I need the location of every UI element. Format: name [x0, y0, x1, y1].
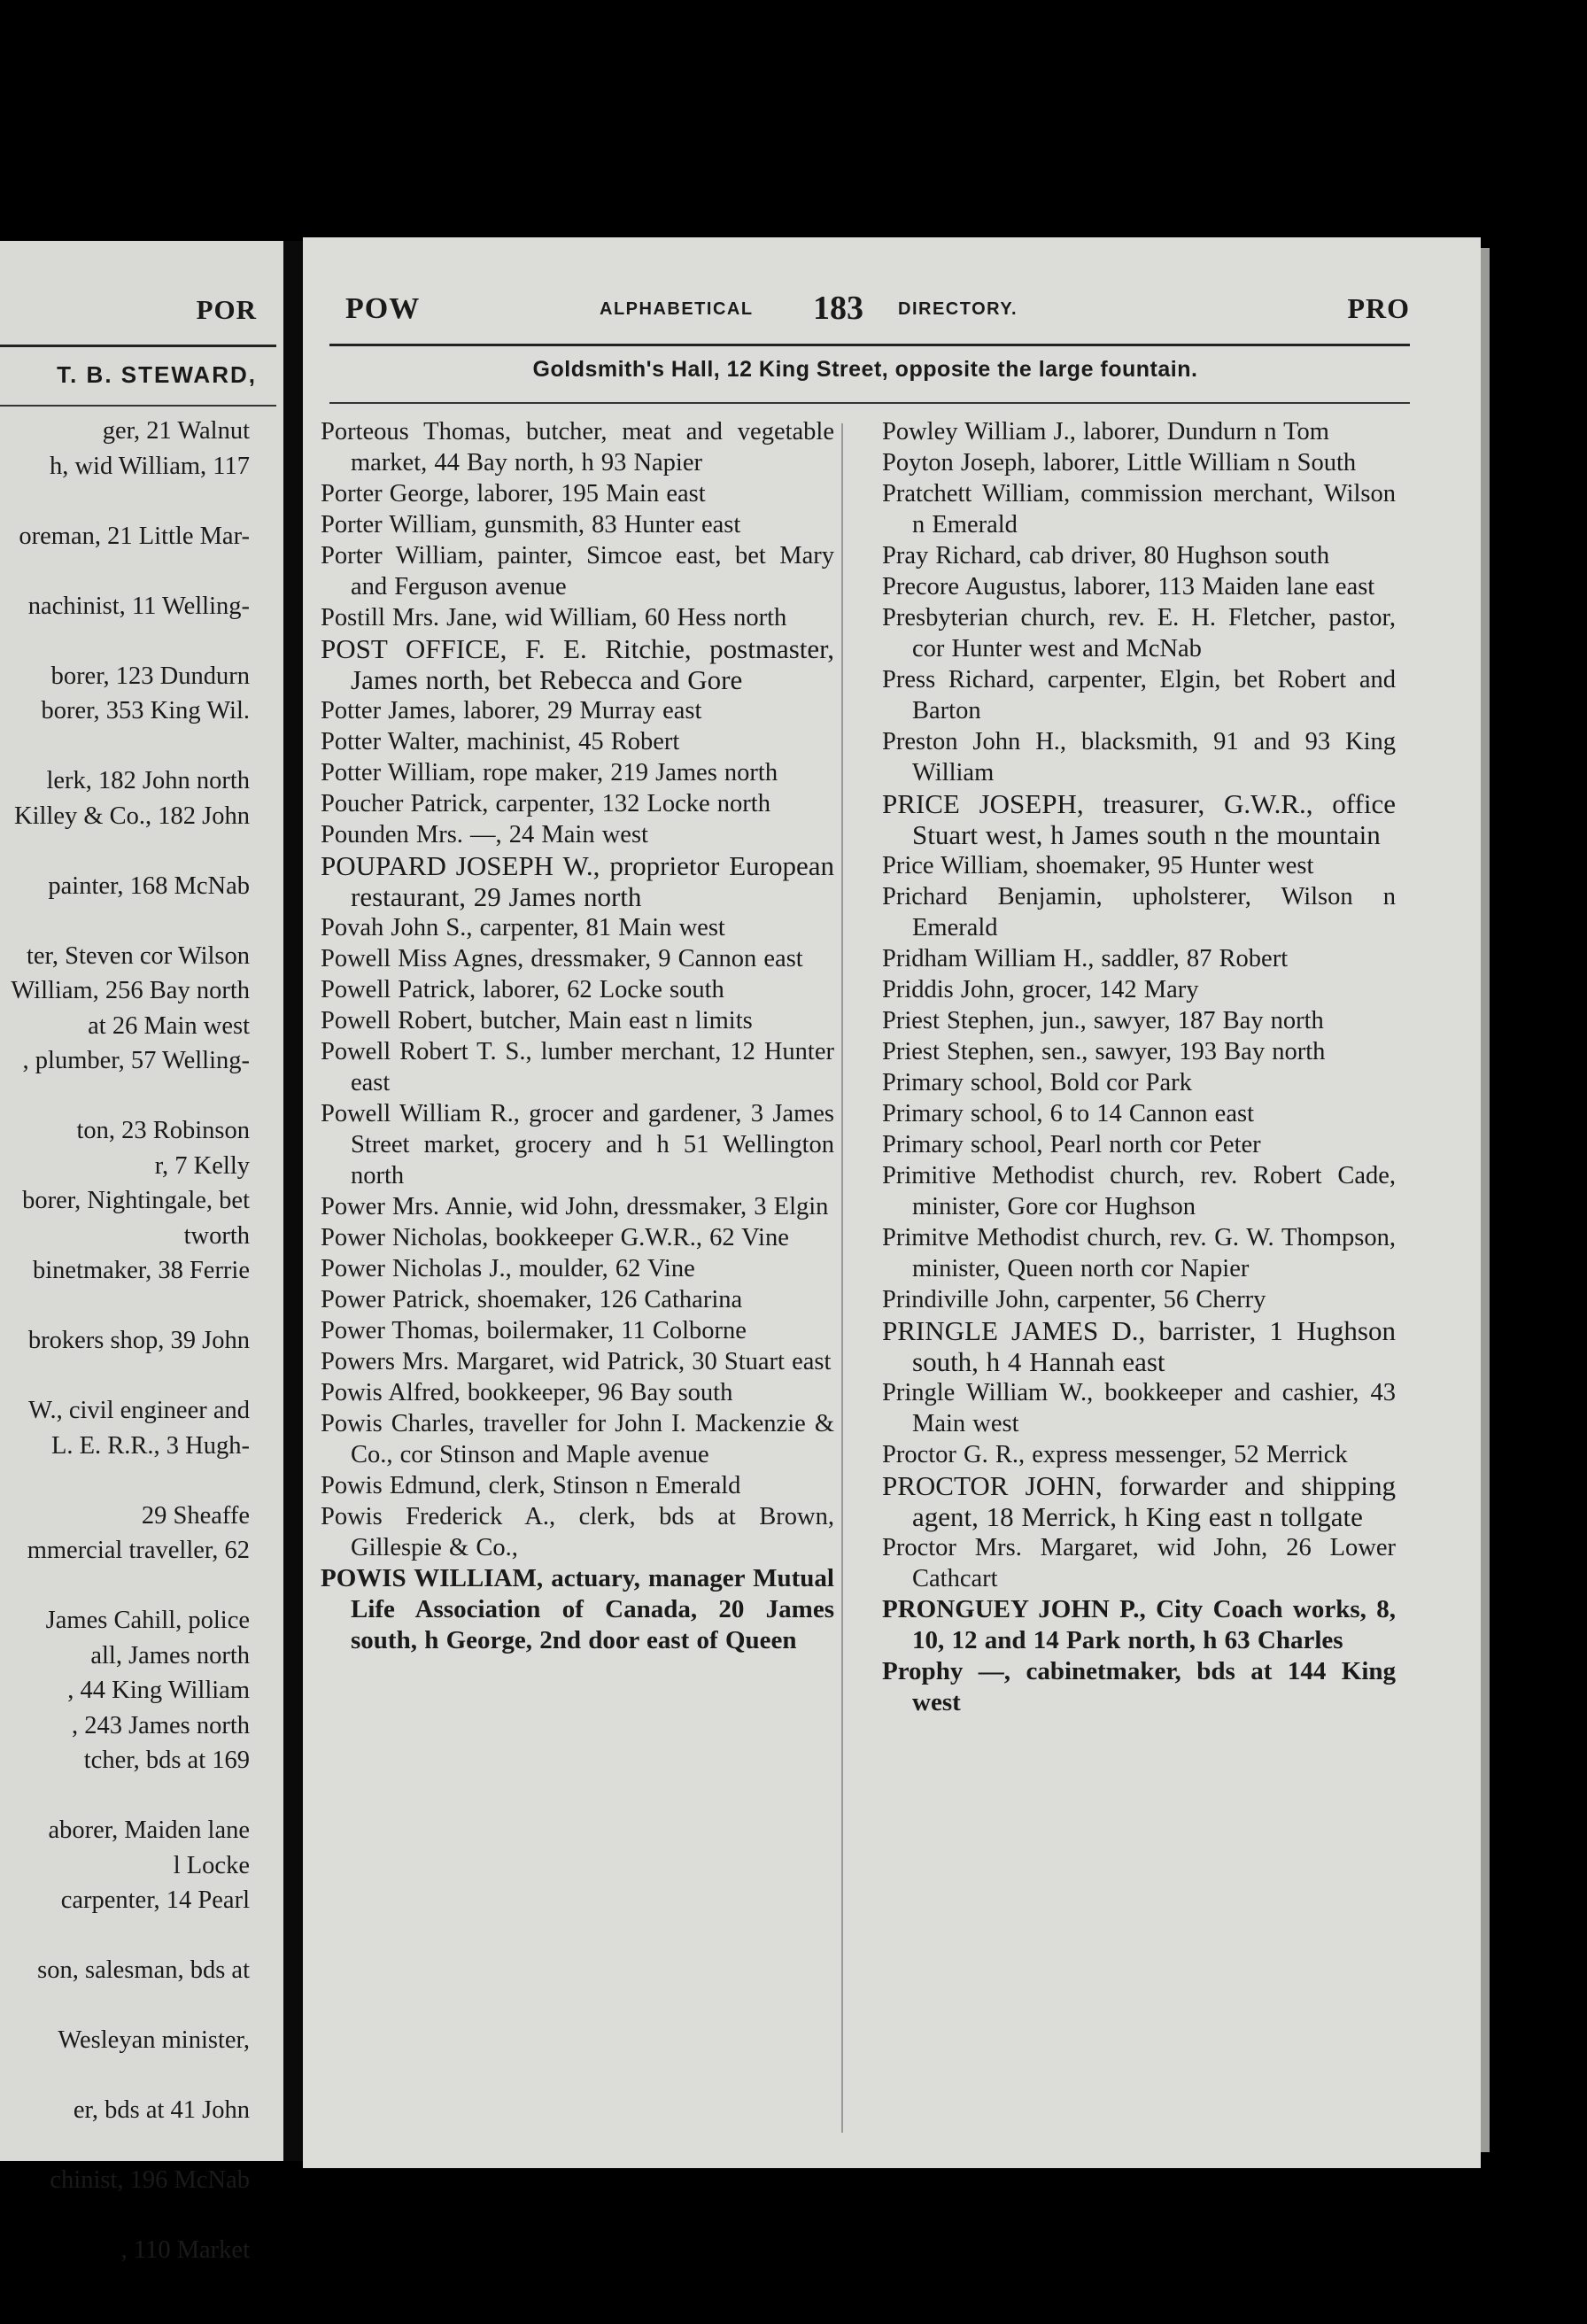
header-rule	[329, 344, 1410, 346]
left-page-line: brokers shop, 39 John	[27, 1327, 250, 1354]
directory-entry: Pringle William W., bookkeeper and cashier, 43 Main west	[882, 1379, 1396, 1437]
directory-entry: Pridham William H., saddler, 87 Robert	[882, 945, 1289, 972]
directory-entry: Powis Edmund, clerk, Stinson n Emerald	[321, 1472, 741, 1499]
left-page-line: lerk, 182 John north	[46, 767, 250, 794]
directory-entry: Pratchett William, commission merchant, Wilson n Emerald	[882, 480, 1396, 538]
left-page-line: , plumber, 57 Welling-	[22, 1047, 250, 1074]
directory-entry: Power Patrick, shoemaker, 126 Catharina	[321, 1286, 743, 1313]
directory-entry: Primary school, Pearl north cor Peter	[882, 1131, 1261, 1158]
left-page-line: aborer, Maiden lane	[48, 1817, 250, 1844]
directory-entry: Potter Walter, machinist, 45 Robert	[321, 728, 680, 755]
directory-entry: PRICE JOSEPH, treasurer, G.W.R., office Stuart west, h James south n the mountain	[882, 788, 1396, 850]
directory-entry: Potter William, rope maker, 219 James north	[321, 759, 778, 786]
left-page-line: binetmaker, 38 Ferrie	[33, 1257, 250, 1284]
left-page-line: tworth	[183, 1221, 250, 1250]
left-page-fragment	[0, 241, 283, 2264]
left-page-line: chinist, 196 McNab	[50, 2166, 250, 2194]
directory-entry: Proctor Mrs. Margaret, wid John, 26 Lower Cathcart	[882, 1534, 1396, 1592]
directory-entry: Porter William, gunsmith, 83 Hunter east	[321, 511, 741, 538]
directory-entry: Primitive Methodist church, rev. Robert Cade, minister, Gore cor Hughson	[882, 1162, 1396, 1220]
directory-entry: POST OFFICE, F. E. Ritchie, postmaster, James north, bet Rebecca and Gore	[321, 633, 834, 695]
directory-entry: Precore Augustus, laborer, 113 Maiden lane east	[882, 573, 1375, 600]
left-page-line: Wesleyan minister,	[58, 2026, 250, 2054]
directory-entry: Powis Frederick A., clerk, bds at Brown, Gillespie & Co.,	[321, 1503, 834, 1561]
left-page-line: at 26 Main west	[88, 1011, 250, 1040]
header-right-guide-word: PRO	[1347, 292, 1410, 324]
directory-entry: Powell Patrick, laborer, 62 Locke south	[321, 976, 724, 1003]
left-page-rule	[0, 345, 276, 347]
directory-entry: Primary school, 6 to 14 Cannon east	[882, 1100, 1254, 1127]
directory-page	[303, 237, 1481, 2168]
directory-entry: PRINGLE JAMES D., barrister, 1 Hughson south, h 4 Hannah east	[882, 1315, 1396, 1377]
book-gutter	[283, 241, 303, 2161]
directory-entry: Povah John S., carpenter, 81 Main west	[321, 914, 725, 941]
left-page-line: ton, 23 Robinson	[76, 1117, 250, 1144]
left-page-line: carpenter, 14 Pearl	[60, 1886, 250, 1914]
entries-column-left	[321, 416, 834, 1656]
left-page-line: L. E. R.R., 3 Hugh-	[50, 1431, 250, 1460]
directory-entry: PROCTOR JOHN, forwarder and shipping agent, 18 Merrick, h King east n tollgate	[882, 1470, 1396, 1532]
directory-entry: Powell Robert, butcher, Main east n limits	[321, 1007, 753, 1034]
directory-entry: Preston John H., blacksmith, 91 and 93 King William	[882, 728, 1396, 786]
directory-entry: POUPARD JOSEPH W., proprietor European restaurant, 29 James north	[321, 850, 834, 912]
directory-entry: Power Nicholas, bookkeeper G.W.R., 62 Vine	[321, 1224, 789, 1251]
left-page-line: W., civil engineer and	[28, 1397, 250, 1424]
left-page-line: tcher, bds at 169	[83, 1747, 250, 1774]
left-page-line: borer, 123 Dundurn	[50, 662, 250, 690]
directory-entry: Powers Mrs. Margaret, wid Patrick, 30 Stuart east	[321, 1348, 832, 1375]
directory-entry: Powell William R., grocer and gardener, 3 James Street market, grocery and h 51 Wellington north	[321, 1100, 834, 1189]
directory-entry: Porteous Thomas, butcher, meat and vegetable market, 44 Bay north, h 93 Napier	[321, 418, 834, 476]
directory-entry: PRONGUEY JOHN P., City Coach works, 8, 10, 12 and 14 Park north, h 63 Charles	[882, 1595, 1396, 1654]
directory-entry: Power Nicholas J., moulder, 62 Vine	[321, 1255, 695, 1282]
left-page-line: h, wid William, 117	[49, 452, 250, 480]
left-page-running-head: POR	[196, 294, 257, 325]
left-page-line: William, 256 Bay north	[11, 977, 250, 1004]
directory-entry: Press Richard, carpenter, Elgin, bet Robert and Barton	[882, 666, 1396, 724]
directory-entry: Power Mrs. Annie, wid John, dressmaker, 3 Elgin	[321, 1193, 829, 1220]
left-page-line: painter, 168 McNab	[48, 872, 250, 900]
directory-entry: POWIS WILLIAM, actuary, manager Mutual Life Association of Canada, 20 James south, h George, 2nd door east of Queen	[321, 1564, 834, 1654]
left-page-line: all, James north	[90, 1641, 250, 1669]
directory-entry: Proctor G. R., express messenger, 52 Merrick	[882, 1441, 1348, 1468]
directory-entry: Porter George, laborer, 195 Main east	[321, 480, 706, 507]
column-divider	[841, 423, 843, 2133]
left-page-line: nachinist, 11 Welling-	[27, 592, 250, 620]
header-directory: DIRECTORY.	[898, 299, 1018, 319]
page-number: 183	[813, 290, 863, 327]
left-page-line: , 44 King William	[67, 1677, 250, 1704]
directory-entry: Powis Alfred, bookkeeper, 96 Bay south	[321, 1379, 733, 1406]
advertisement-banner: Goldsmith's Hall, 12 King Street, opposite the large fountain.	[532, 357, 1198, 382]
left-page-line: er, bds at 41 John	[73, 2096, 250, 2124]
directory-entry: Priest Stephen, sen., sawyer, 193 Bay north	[882, 1038, 1326, 1065]
directory-entry: Prindiville John, carpenter, 56 Cherry	[882, 1286, 1266, 1313]
directory-entry: Priest Stephen, jun., sawyer, 187 Bay north	[882, 1007, 1324, 1034]
left-page-line: borer, 353 King Wil.	[41, 697, 250, 724]
left-page-line: 29 Sheaffe	[141, 1501, 250, 1530]
page-edge	[1481, 248, 1490, 2152]
directory-entry: Postill Mrs. Jane, wid William, 60 Hess north	[321, 604, 787, 631]
directory-entry: Poyton Joseph, laborer, Little William n South	[882, 449, 1357, 476]
directory-entry: Powley William J., laborer, Dundurn n Tom	[882, 418, 1329, 445]
left-page-line: mmercial traveller, 62	[27, 1537, 250, 1564]
directory-entry: Pounden Mrs. —, 24 Main west	[321, 821, 648, 848]
directory-entry: Potter James, laborer, 29 Murray east	[321, 697, 702, 724]
running-header	[303, 292, 1481, 331]
entries-column-right	[882, 416, 1396, 1718]
left-page-line: , 243 James north	[71, 1711, 250, 1739]
left-page-line: Killey & Co., 182 John	[13, 802, 250, 830]
directory-entry: Price William, shoemaker, 95 Hunter west	[882, 852, 1314, 879]
directory-entry: Powell Robert T. S., lumber merchant, 12 Hunter east	[321, 1038, 834, 1096]
left-page-line: ger, 21 Walnut	[102, 417, 250, 445]
banner-rule	[329, 402, 1410, 404]
directory-entry: Primitve Methodist church, rev. G. W. Thompson, minister, Queen north cor Napier	[882, 1224, 1396, 1282]
directory-entry: Powell Miss Agnes, dressmaker, 9 Cannon east	[321, 945, 803, 972]
directory-entry: Pray Richard, cab driver, 80 Hughson south	[882, 542, 1330, 569]
directory-entry: Prophy —, cabinetmaker, bds at 144 King west	[882, 1657, 1396, 1716]
left-page-line: r, 7 Kelly	[154, 1151, 250, 1180]
header-left-guide-word: POW	[345, 292, 421, 325]
left-page-line: , 110 Market	[120, 2236, 250, 2264]
directory-entry: Porter William, painter, Simcoe east, bet Mary and Ferguson avenue	[321, 542, 834, 600]
left-page-rule	[0, 405, 276, 407]
left-page-line: oreman, 21 Little Mar-	[19, 522, 250, 550]
left-page-line: ter, Steven cor Wilson	[26, 941, 250, 970]
directory-entry: Priddis John, grocer, 142 Mary	[882, 976, 1199, 1003]
directory-entry: Poucher Patrick, carpenter, 132 Locke north	[321, 790, 770, 817]
left-page-advertiser: T. B. STEWARD,	[57, 361, 257, 388]
directory-entry: Presbyterian church, rev. E. H. Fletcher, pastor, cor Hunter west and McNab	[882, 604, 1396, 662]
left-page-line: son, salesman, bds at	[37, 1956, 250, 1984]
left-page-line: James Cahill, police	[45, 1607, 250, 1634]
left-page-line: l Locke	[173, 1851, 250, 1879]
directory-entry: Power Thomas, boilermaker, 11 Colborne	[321, 1317, 747, 1344]
directory-entry: Powis Charles, traveller for John I. Mackenzie & Co., cor Stinson and Maple avenue	[321, 1410, 834, 1468]
directory-entry: Prichard Benjamin, upholsterer, Wilson n Emerald	[882, 883, 1396, 941]
directory-entry: Primary school, Bold cor Park	[882, 1069, 1192, 1096]
left-page-line: borer, Nightingale, bet	[22, 1187, 250, 1214]
header-alphabetical: ALPHABETICAL	[600, 299, 754, 319]
